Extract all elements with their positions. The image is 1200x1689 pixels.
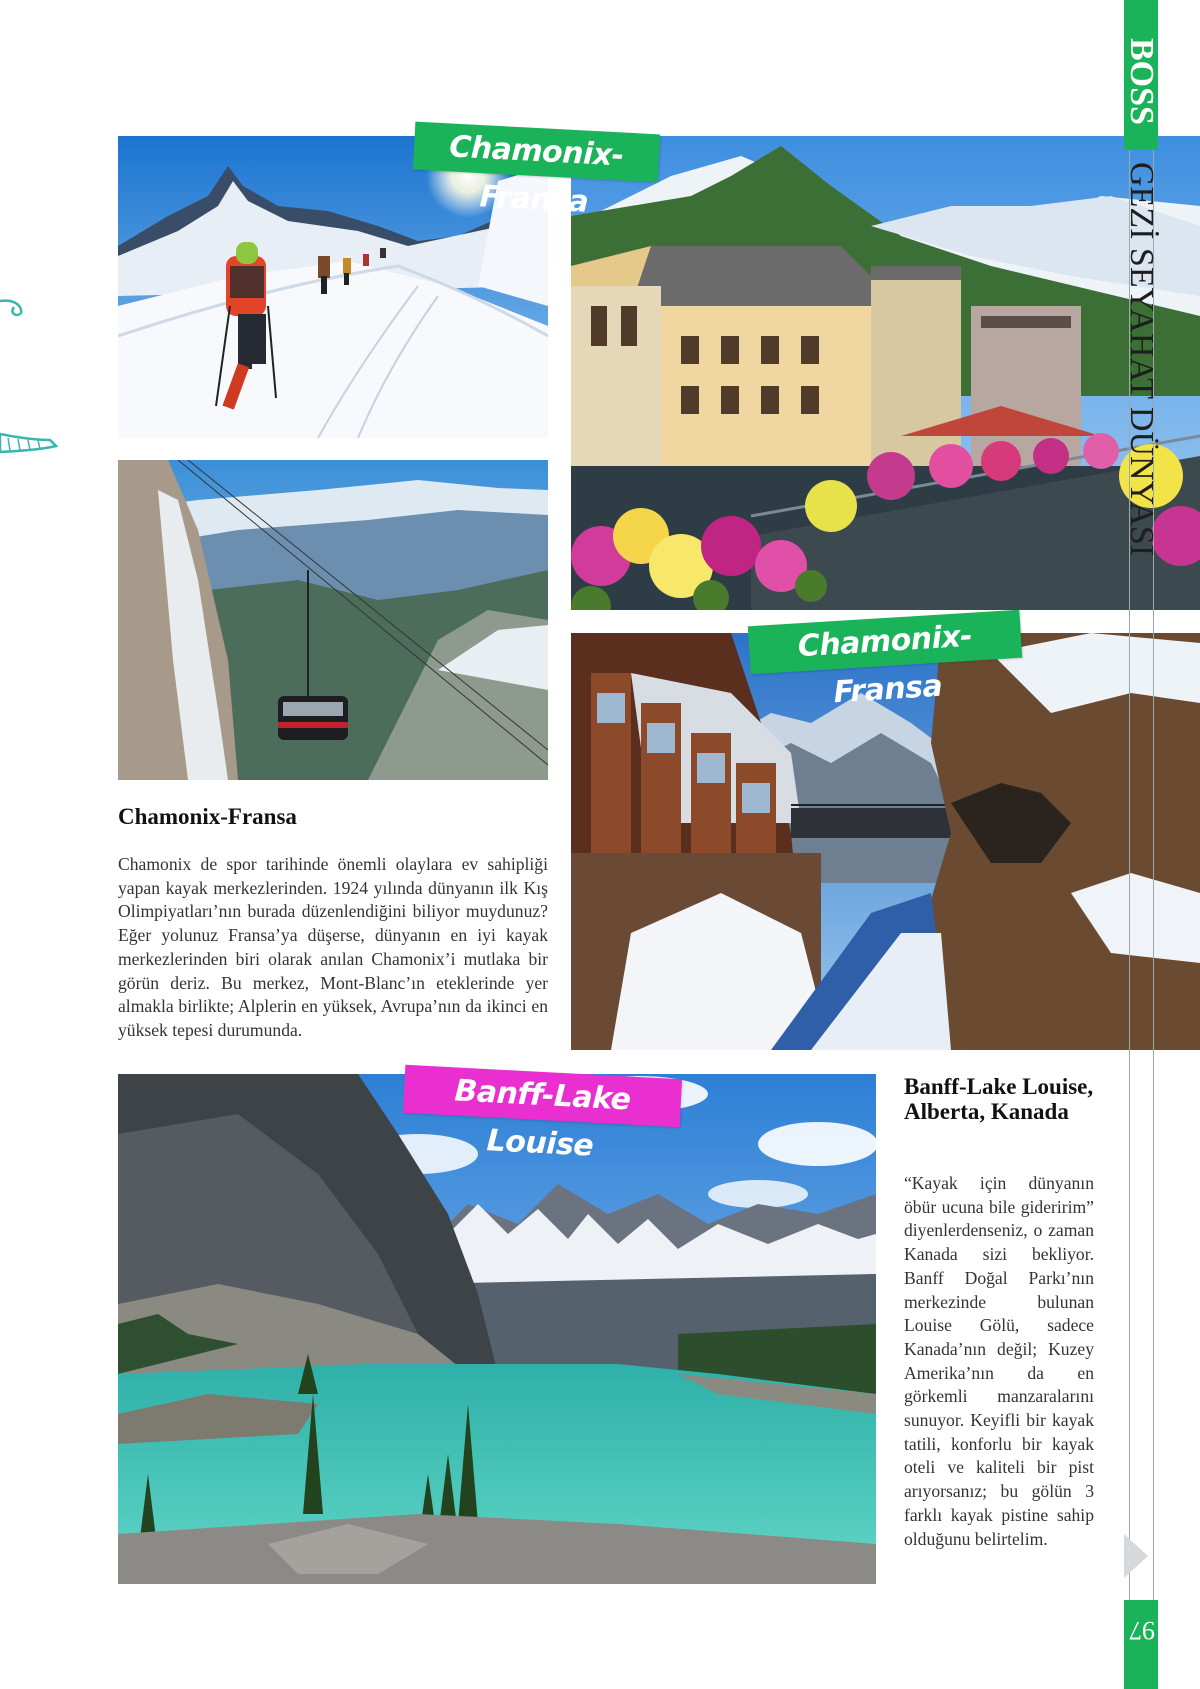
section-title: GEZİ SEYAHAT DÜNYASI	[1123, 162, 1160, 557]
banff-label: Banff-Lake Louise	[403, 1065, 682, 1127]
chamonix-body: Chamonix de spor tarihinde önemli olaylara ev sahipliği yapan kayak merkezlerinden. 1924 yılında dünyanın ilk Kış Olimpiyatları’nın burada düzenlendiğini biliyor muydunuz? Eğer yolunuz Fransa’ya düşerse, dünyanın en iyi kayak merkezlerinden biri olarak anılan Chamonix’i mutlaka bir görün deriz. Bu merkez, Mont-Blanc’ın eteklerinde yer almakla birlikte; Alplerin en yüksek, Avrupa’nın da ikinci en yüksek tepesi durumunda.	[118, 854, 548, 1040]
chamonix-mid-label: Chamonix-Fransa	[748, 610, 1022, 675]
chamonix-heading: Chamonix-Fransa	[118, 804, 297, 829]
chamonix-town-photo	[571, 136, 1200, 610]
doodle-spiral-icon	[0, 285, 30, 325]
cable-car-photo	[118, 460, 548, 780]
brand-name: BOSS	[1123, 38, 1160, 125]
arrow-right-icon	[1124, 1534, 1148, 1578]
banff-heading: Banff-Lake Louise, Alberta, Kanada	[904, 1074, 1094, 1124]
banff-body: “Kayak için dünyanın öbür ucuna bile gideririm” diyenlerdenseniz, o zaman Kanada sizi bekliyor. Banff Doğal Parkı’nın merkezinde bulunan Louise Gölü, sadece Kanada’nın değil; Kuzey Amerika’nın da en görkemli manzaralarını sunuyor. Keyifli bir kayak tatili, konforlu bir kayak oteli ve kaliteli bir pist arıyorsanız; bu gölün 3 farklı kayak pistine sahip olduğunu belirtelim.	[904, 1173, 1094, 1549]
chamonix-top-label: Chamonix-Fransa	[413, 122, 660, 183]
doodle-ski-icon	[0, 420, 60, 470]
page-number: 97	[1129, 1616, 1155, 1645]
